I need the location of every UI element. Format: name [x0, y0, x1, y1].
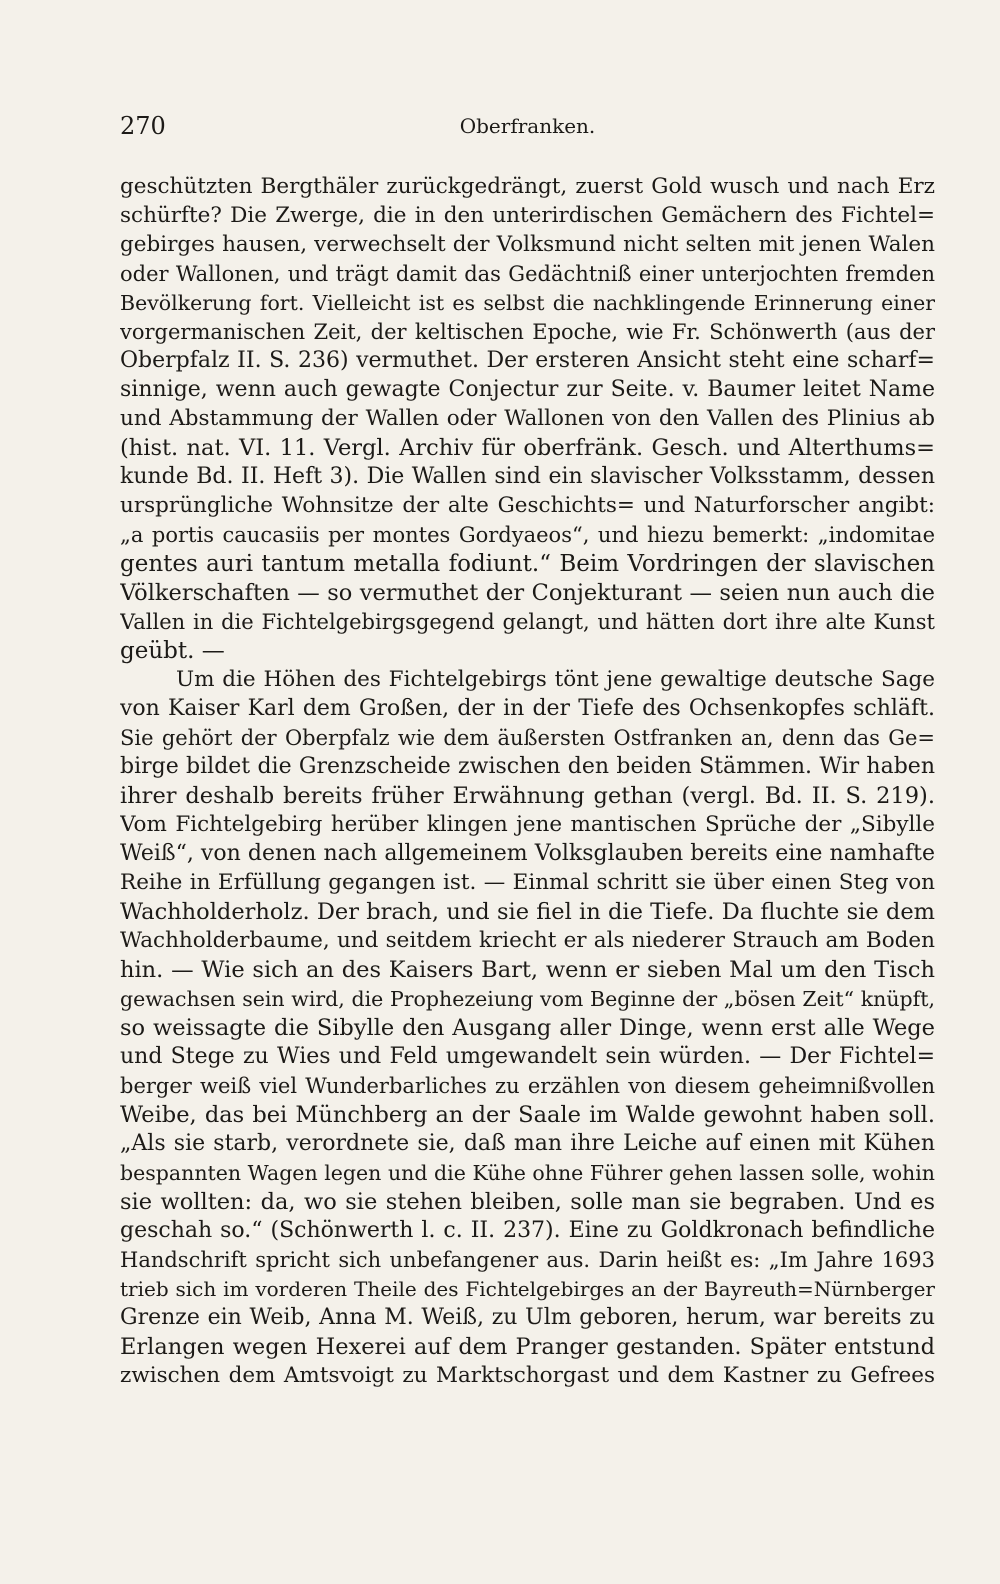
text-line: schürfte? Die Zwerge, die in den unterirdischen Gemächern des Fichtel=: [120, 203, 935, 228]
text-line: ihrer deshalb bereits früher Erwähnung gethan (vergl. Bd. II. S. 219).: [120, 783, 935, 809]
text-line: kunde Bd. II. Heft 3). Die Wallen sind ein slavischer Volksstamm, dessen: [120, 464, 935, 489]
text-line: Wachholderbaume, und seitdem kriecht er als niederer Strauch am Boden: [120, 928, 935, 953]
text-line: gebirges hausen, verwechselt der Volksmund nicht selten mit jenen Walen: [120, 232, 935, 257]
text-line: „a portis caucasiis per montes Gordyaeos“, und hiezu bemerkt: „indomitae: [120, 523, 935, 547]
text-line: Sie gehört der Oberpfalz wie dem äußersten Ostfranken an, denn das Ge=: [120, 726, 935, 750]
text-line: Um die Höhen des Fichtelgebirgs tönt jene gewaltige deutsche Sage: [176, 667, 935, 692]
text-line: und Stege zu Wies und Feld umgewandelt sein würden. — Der Fichtel=: [120, 1044, 935, 1069]
text-line: Reihe in Erfüllung gegangen ist. — Einmal schritt sie über einen Steg von: [120, 870, 935, 895]
text-line: Vom Fichtelgebirg herüber klingen jene mantischen Sprüche der „Sibylle: [120, 812, 935, 837]
text-line: Oberpfalz II. S. 236) vermuthet. Der ersteren Ansicht steht eine scharf=: [120, 348, 935, 373]
text-line: und Abstammung der Wallen oder Wallonen von den Vallen des Plinius ab: [120, 406, 935, 431]
text-line: gewachsen sein wird, die Prophezeiung vom Beginne der „bösen Zeit“ knüpft,: [120, 987, 935, 1011]
text-line: Vallen in die Fichtelgebirgsgegend gelangt, und hätten dort ihre alte Kunst: [120, 610, 935, 634]
text-line: sie wollten: da, wo sie stehen bleiben, solle man sie begraben. Und es: [120, 1189, 935, 1215]
text-line: von Kaiser Karl dem Großen, der in der Tiefe des Ochsenkopfes schläft.: [120, 696, 935, 721]
text-line: Weibe, das bei Münchberg an der Saale im Walde gewohnt haben soll.: [120, 1102, 935, 1128]
text-line: Bevölkerung fort. Vielleicht ist es selbst die nachklingende Erinnerung einer: [120, 291, 935, 315]
page-number: 270: [120, 112, 166, 140]
running-title: Oberfranken.: [459, 114, 596, 138]
text-line: ursprüngliche Wohnsitze der alte Geschichts= und Naturforscher angibt:: [120, 493, 935, 518]
text-line: so weissagte die Sibylle den Ausgang aller Dinge, wenn erst alle Wege: [120, 1015, 935, 1041]
text-line: Wachholderholz. Der brach, und sie fiel in die Tiefe. Da fluchte sie dem: [120, 899, 935, 925]
text-line: geschah so.“ (Schönwerth l. c. II. 237). Eine zu Goldkronach befindliche: [120, 1218, 935, 1243]
text-line: sinnige, wenn auch gewagte Conjectur zur Seite. v. Baumer leitet Name: [120, 377, 935, 402]
text-line: Völkerschaften — so vermuthet der Conjekturant — seien nun auch die: [120, 580, 935, 606]
text-line: trieb sich im vorderen Theile des Fichtelgebirges an der Bayreuth=Nürnberger: [120, 1277, 935, 1301]
text-line: Erlangen wegen Hexerei auf dem Pranger gestanden. Später entstund: [120, 1334, 935, 1360]
text-line: geübt. —: [120, 638, 225, 664]
text-line: (hist. nat. VI. 11. Vergl. Archiv für oberfränk. Gesch. und Alterthums=: [120, 435, 935, 461]
text-line: vorgermanischen Zeit, der keltischen Epoche, wie Fr. Schönwerth (aus der: [120, 320, 935, 344]
text-line: „Als sie starb, verordnete sie, daß man ihre Leiche auf einen mit Kühen: [120, 1131, 935, 1156]
text-line: Handschrift spricht sich unbefangener aus. Darin heißt es: „Im Jahre 1693: [120, 1248, 935, 1272]
text-line: berger weiß viel Wunderbarliches zu erzählen von diesem geheimnißvollen: [120, 1074, 935, 1098]
text-line: oder Wallonen, und trägt damit das Gedächtniß einer unterjochten fremden: [120, 262, 935, 286]
text-line: gentes auri tantum metalla fodiunt.“ Beim Vordringen der slavischen: [120, 551, 935, 577]
text-line: birge bildet die Grenzscheide zwischen den beiden Stämmen. Wir haben: [120, 754, 935, 779]
text-line: geschützten Bergthäler zurückgedrängt, zuerst Gold wusch und nach Erz: [120, 174, 935, 199]
text-line: bespannten Wagen legen und die Kühe ohne Führer gehen lassen solle, wohin: [120, 1161, 935, 1185]
text-line: Weiß“, von denen nach allgemeinem Volksglauben bereits eine namhafte: [120, 841, 935, 866]
page-header: [120, 112, 935, 146]
text-line: Grenze ein Weib, Anna M. Weiß, zu Ulm geboren, herum, war bereits zu: [120, 1305, 935, 1330]
text-line: hin. — Wie sich an des Kaisers Bart, wenn er sieben Mal um den Tisch: [120, 957, 935, 983]
text-line: zwischen dem Amtsvoigt zu Marktschorgast und dem Kastner zu Gefrees: [120, 1363, 935, 1388]
